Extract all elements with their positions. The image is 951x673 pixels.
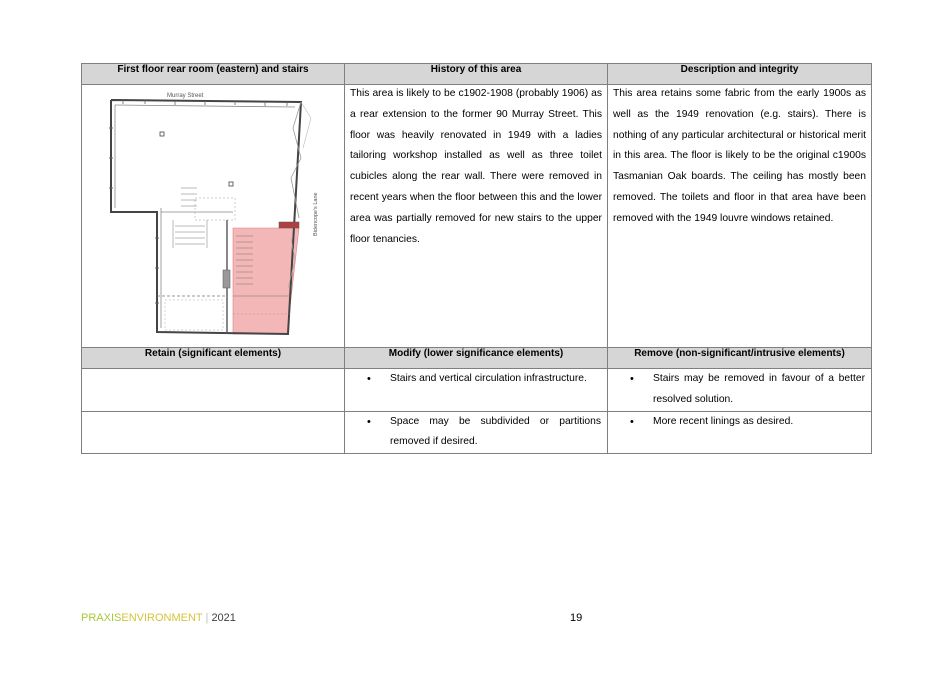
lane-label: Bidencope's Lane <box>313 192 319 236</box>
modify-cell-2 <box>345 411 608 454</box>
street-label: Murray Street <box>167 93 204 99</box>
retain-cell-1 <box>82 369 345 412</box>
remove-cell-2 <box>608 411 872 454</box>
history-cell <box>345 85 608 348</box>
remove-item-2: • More recent linings as desired. <box>630 412 865 433</box>
header-retain: Retain (significant elements) <box>82 348 345 369</box>
retain-cell-2 <box>82 411 345 454</box>
page-number: 19 <box>570 612 583 624</box>
floor-plan-drawing <box>105 88 317 344</box>
header-history: History of this area <box>345 64 608 85</box>
floor-plan-cell <box>82 85 345 348</box>
header-room: First floor rear room (eastern) and stairs <box>82 64 345 85</box>
header-description: Description and integrity <box>608 64 872 85</box>
footer-separator: | <box>205 612 209 624</box>
history-text: This area is likely to be c1902-1908 (probably 1906) as a rear extension to the former 90 Murray Street. This floor was heavily renovated in 1949 with a ladies tailoring workshop installed as well as three toilet cubicles along the rear wall. There were removed in recent years when the floor between this and the lower area was partially removed for new stairs to the upper floor tenancies. <box>350 88 602 245</box>
modify-item-1: • Stairs and vertical circulation infrastructure. <box>367 369 601 390</box>
footer-year: 2021 <box>211 612 236 624</box>
modify-item-2: • Space may be subdivided or partitions removed if desired. <box>367 412 601 454</box>
header-remove: Remove (non-significant/intrusive elements) <box>608 348 872 369</box>
heritage-assessment-table <box>81 63 872 454</box>
brand-environment: ENVIRONMENT <box>121 612 203 624</box>
footer-brand <box>81 611 236 625</box>
remove-item-1: • Stairs may be removed in favour of a better resolved solution. <box>630 369 865 411</box>
brand-praxis: PRAXIS <box>81 612 122 624</box>
remove-cell-1 <box>608 369 872 412</box>
header-modify: Modify (lower significance elements) <box>345 348 608 369</box>
description-cell <box>608 85 872 348</box>
description-text: This area retains some fabric from the early 1900s as well as the 1949 renovation (e.g. stairs). There is nothing of any particular architectural or historical merit in this area. The floor is likely to be the original c1900s Tasmanian Oak boards. The ceiling has mostly been removed. The toilets and floor in that area have been removed with the 1949 louvre windows retained. <box>613 88 866 224</box>
modify-cell-1 <box>345 369 608 412</box>
